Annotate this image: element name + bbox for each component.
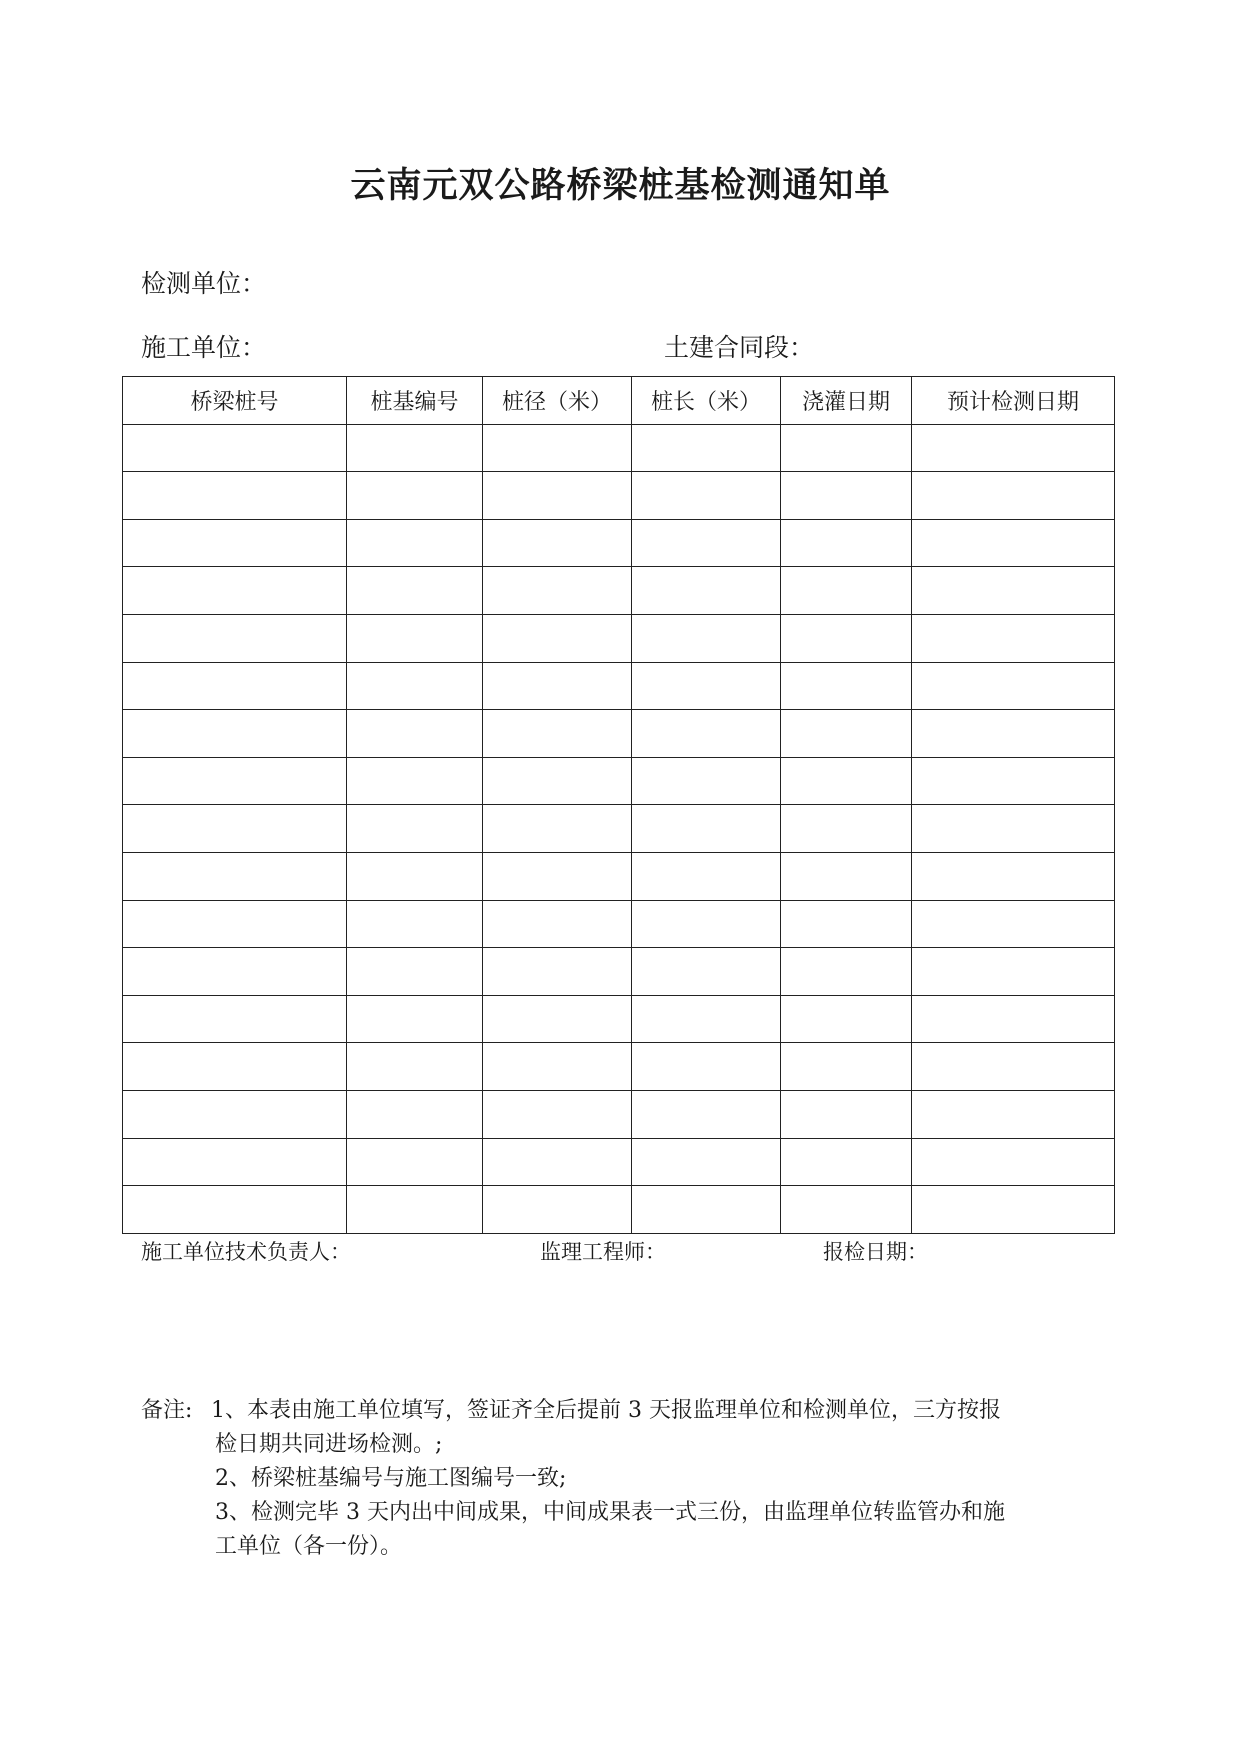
table-cell[interactable]	[483, 662, 632, 710]
table-row	[123, 519, 1115, 567]
note-item-3-cont: 工单位（各一份）。	[215, 1534, 403, 1559]
table-cell[interactable]	[912, 662, 1115, 710]
table-cell[interactable]	[912, 567, 1115, 615]
table-cell[interactable]	[912, 424, 1115, 472]
table-cell[interactable]	[912, 757, 1115, 805]
table-body	[123, 424, 1115, 1233]
table-row	[123, 1138, 1115, 1186]
table-cell[interactable]	[781, 1138, 912, 1186]
table-cell[interactable]	[347, 852, 483, 900]
table-cell[interactable]	[347, 948, 483, 996]
table-cell[interactable]	[483, 472, 632, 520]
table-cell[interactable]	[781, 1186, 912, 1234]
col-header-pile-length: 桩长（米）	[632, 377, 781, 425]
table-row	[123, 1043, 1115, 1091]
table-cell[interactable]	[123, 1138, 347, 1186]
table-cell[interactable]	[483, 900, 632, 948]
table-cell[interactable]	[632, 662, 781, 710]
table-cell[interactable]	[123, 1043, 347, 1091]
table-cell[interactable]	[781, 710, 912, 758]
table-cell[interactable]	[632, 852, 781, 900]
table-cell[interactable]	[632, 424, 781, 472]
table-cell[interactable]	[632, 710, 781, 758]
table-cell[interactable]	[347, 424, 483, 472]
table-cell[interactable]	[483, 805, 632, 853]
table-row	[123, 1090, 1115, 1138]
table-cell[interactable]	[347, 710, 483, 758]
table-cell[interactable]	[912, 900, 1115, 948]
report-date-label: 报检日期：	[823, 1240, 928, 1264]
table-row	[123, 710, 1115, 758]
note-item-3: 3、检测完毕 3 天内出中间成果，中间成果表一式三份，由监理单位转监管办和施	[215, 1500, 1005, 1525]
table-cell[interactable]	[347, 757, 483, 805]
table-cell[interactable]	[483, 1043, 632, 1091]
table-cell[interactable]	[632, 900, 781, 948]
inspection-unit-label: 检测单位：	[141, 269, 267, 298]
table-cell[interactable]	[347, 1043, 483, 1091]
table-row	[123, 900, 1115, 948]
table-header-row	[123, 377, 1115, 425]
table-cell[interactable]	[781, 900, 912, 948]
table-cell[interactable]	[123, 519, 347, 567]
table-cell[interactable]	[781, 1090, 912, 1138]
table-cell[interactable]	[347, 1090, 483, 1138]
table-row	[123, 472, 1115, 520]
table-cell[interactable]	[123, 710, 347, 758]
table-cell[interactable]	[123, 662, 347, 710]
table-cell[interactable]	[483, 1186, 632, 1234]
table-cell[interactable]	[912, 948, 1115, 996]
table-cell[interactable]	[123, 424, 347, 472]
form-title: 云南元双公路桥梁桩基检测通知单	[350, 165, 891, 206]
contract-section-label: 土建合同段：	[664, 333, 815, 362]
table-cell[interactable]	[347, 1138, 483, 1186]
table-cell[interactable]	[632, 1090, 781, 1138]
table-cell[interactable]	[912, 1090, 1115, 1138]
table-cell[interactable]	[912, 995, 1115, 1043]
notes-section	[141, 1394, 1101, 1564]
col-header-pile-diameter: 桩径（米）	[483, 377, 632, 425]
table-cell[interactable]	[632, 948, 781, 996]
col-header-pile-id: 桩基编号	[347, 377, 483, 425]
table-cell[interactable]	[912, 472, 1115, 520]
table-cell[interactable]	[347, 805, 483, 853]
supervisor-signature-label: 监理工程师：	[540, 1240, 666, 1264]
table-cell[interactable]	[123, 614, 347, 662]
table-cell[interactable]	[347, 472, 483, 520]
table-cell[interactable]	[347, 662, 483, 710]
table-row	[123, 424, 1115, 472]
table-row	[123, 805, 1115, 853]
table-row	[123, 948, 1115, 996]
table-cell[interactable]	[632, 567, 781, 615]
table-cell[interactable]	[781, 662, 912, 710]
table-cell[interactable]	[781, 614, 912, 662]
table-cell[interactable]	[632, 519, 781, 567]
notes-label: 备注:	[141, 1398, 193, 1423]
table-cell[interactable]	[632, 1043, 781, 1091]
table-cell[interactable]	[781, 757, 912, 805]
table-cell[interactable]	[347, 995, 483, 1043]
table-cell[interactable]	[912, 1186, 1115, 1234]
table-row	[123, 1186, 1115, 1234]
table-cell[interactable]	[483, 995, 632, 1043]
table-cell[interactable]	[123, 900, 347, 948]
table-row	[123, 852, 1115, 900]
table-cell[interactable]	[123, 757, 347, 805]
table-row	[123, 662, 1115, 710]
table-cell[interactable]	[632, 1138, 781, 1186]
tech-lead-signature-label: 施工单位技术负责人：	[141, 1240, 351, 1264]
table-cell[interactable]	[347, 614, 483, 662]
table-cell[interactable]	[347, 519, 483, 567]
table-cell[interactable]	[912, 519, 1115, 567]
table-cell[interactable]	[632, 614, 781, 662]
table-cell[interactable]	[483, 519, 632, 567]
table-cell[interactable]	[347, 900, 483, 948]
table-row	[123, 995, 1115, 1043]
table-cell[interactable]	[781, 472, 912, 520]
table-cell[interactable]	[483, 852, 632, 900]
table-cell[interactable]	[123, 472, 347, 520]
table-cell[interactable]	[123, 995, 347, 1043]
table-cell[interactable]	[781, 995, 912, 1043]
table-row	[123, 757, 1115, 805]
table-cell[interactable]	[781, 1043, 912, 1091]
table-cell[interactable]	[632, 757, 781, 805]
table-cell[interactable]	[483, 567, 632, 615]
table-cell[interactable]	[912, 614, 1115, 662]
table-cell[interactable]	[483, 948, 632, 996]
table-cell[interactable]	[483, 757, 632, 805]
table-cell[interactable]	[483, 1090, 632, 1138]
table-cell[interactable]	[347, 567, 483, 615]
table-row	[123, 567, 1115, 615]
table-cell[interactable]	[483, 614, 632, 662]
table-cell[interactable]	[123, 567, 347, 615]
table-cell[interactable]	[123, 805, 347, 853]
table-cell[interactable]	[123, 948, 347, 996]
table-cell[interactable]	[483, 424, 632, 472]
table-cell[interactable]	[632, 1186, 781, 1234]
table-cell[interactable]	[123, 1090, 347, 1138]
col-header-bridge-pile-no: 桥梁桩号	[123, 377, 347, 425]
table-cell[interactable]	[632, 995, 781, 1043]
table-row	[123, 614, 1115, 662]
note-item-2: 2、桥梁桩基编号与施工图编号一致;	[215, 1466, 567, 1491]
table-cell[interactable]	[632, 805, 781, 853]
note-item-1-cont: 检日期共同进场检测。;	[215, 1432, 443, 1457]
construction-unit-label: 施工单位：	[141, 333, 267, 362]
table-cell[interactable]	[123, 1186, 347, 1234]
table-cell[interactable]	[781, 852, 912, 900]
col-header-pour-date: 浇灌日期	[781, 377, 912, 425]
table-cell[interactable]	[781, 805, 912, 853]
table-cell[interactable]	[912, 852, 1115, 900]
table-cell[interactable]	[781, 567, 912, 615]
table-cell[interactable]	[781, 948, 912, 996]
table-cell[interactable]	[123, 852, 347, 900]
table-cell[interactable]	[781, 424, 912, 472]
table-cell[interactable]	[483, 710, 632, 758]
table-cell[interactable]	[483, 1138, 632, 1186]
pile-inspection-table	[122, 376, 1115, 1234]
col-header-planned-test-date: 预计检测日期	[912, 377, 1115, 425]
table-cell[interactable]	[632, 472, 781, 520]
table-cell[interactable]	[347, 1186, 483, 1234]
table-cell[interactable]	[912, 1043, 1115, 1091]
table-cell[interactable]	[912, 805, 1115, 853]
table-cell[interactable]	[912, 1138, 1115, 1186]
note-item-1: 1、本表由施工单位填写，签证齐全后提前 3 天报监理单位和检测单位，三方按报	[211, 1398, 1001, 1423]
table-cell[interactable]	[912, 710, 1115, 758]
table-cell[interactable]	[781, 519, 912, 567]
